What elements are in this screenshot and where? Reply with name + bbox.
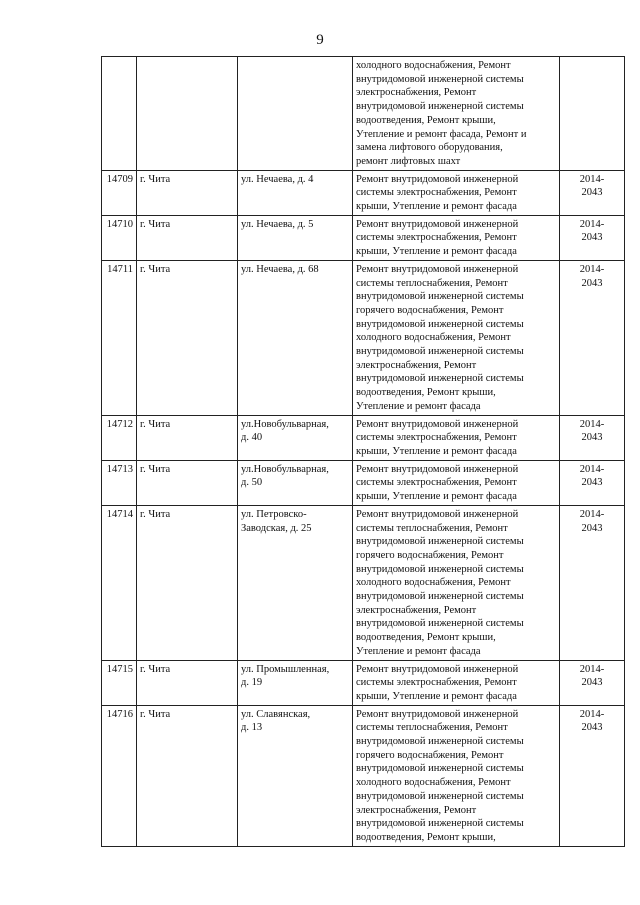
table-row	[102, 660, 625, 705]
works-cell: Ремонт внутридомовой инженерной системы теплоснабжения, Ремонт внутридомовой инженерной системы горячего водоснабжения, Ремонт внутридомовой инженерной системы холодного водоснабжения, Ремонт внутридомовой инженерной системы электроснабжения, Ремонт внутридомовой инженерной системы водоотведения, Ремонт крыши, Утепление и ремонт фасада	[353, 260, 560, 415]
row-number-cell: 14711	[102, 260, 137, 415]
table-row	[102, 170, 625, 215]
city-cell: г. Чита	[137, 660, 238, 705]
address-cell: ул.Новобульварная, д. 40	[238, 415, 353, 460]
address-cell: ул. Петровско- Заводская, д. 25	[238, 505, 353, 660]
table-row	[102, 705, 625, 846]
years-cell: 2014- 2043	[560, 660, 625, 705]
address-cell: ул. Нечаева, д. 4	[238, 170, 353, 215]
works-cell: Ремонт внутридомовой инженерной системы электроснабжения, Ремонт крыши, Утепление и ремонт фасада	[353, 215, 560, 260]
years-cell: 2014- 2043	[560, 460, 625, 505]
row-number-cell: 14714	[102, 505, 137, 660]
city-cell: г. Чита	[137, 505, 238, 660]
address-cell: ул.Новобульварная, д. 50	[238, 460, 353, 505]
table-row	[102, 460, 625, 505]
row-number-cell: 14715	[102, 660, 137, 705]
address-cell: ул. Славянская, д. 13	[238, 705, 353, 846]
table-row	[102, 215, 625, 260]
city-cell: г. Чита	[137, 705, 238, 846]
table-body	[102, 57, 625, 847]
works-cell: Ремонт внутридомовой инженерной системы электроснабжения, Ремонт крыши, Утепление и ремонт фасада	[353, 460, 560, 505]
row-number-cell: 14710	[102, 215, 137, 260]
address-cell	[238, 57, 353, 171]
row-number-cell: 14716	[102, 705, 137, 846]
row-number-cell: 14713	[102, 460, 137, 505]
years-cell: 2014- 2043	[560, 170, 625, 215]
works-cell: Ремонт внутридомовой инженерной системы теплоснабжения, Ремонт внутридомовой инженерной системы горячего водоснабжения, Ремонт внутридомовой инженерной системы холодного водоснабжения, Ремонт внутридомовой инженерной системы электроснабжения, Ремонт внутридомовой инженерной системы водоотведения, Ремонт крыши,	[353, 705, 560, 846]
address-cell: ул. Промышленная, д. 19	[238, 660, 353, 705]
works-cell: Ремонт внутридомовой инженерной системы электроснабжения, Ремонт крыши, Утепление и ремонт фасада	[353, 415, 560, 460]
table-row	[102, 260, 625, 415]
table-row	[102, 57, 625, 171]
works-cell: холодного водоснабжения, Ремонт внутридомовой инженерной системы электроснабжения, Ремонт внутридомовой инженерной системы водоотведения, Ремонт крыши, Утепление и ремонт фасада, Ремонт и замена лифтового оборудования, ремонт лифтовых шахт	[353, 57, 560, 171]
table-row	[102, 505, 625, 660]
works-cell: Ремонт внутридомовой инженерной системы электроснабжения, Ремонт крыши, Утепление и ремонт фасада	[353, 170, 560, 215]
years-cell: 2014- 2043	[560, 415, 625, 460]
table-row	[102, 415, 625, 460]
years-cell: 2014- 2043	[560, 215, 625, 260]
row-number-cell: 14709	[102, 170, 137, 215]
city-cell: г. Чита	[137, 460, 238, 505]
years-cell: 2014- 2043	[560, 705, 625, 846]
city-cell: г. Чита	[137, 170, 238, 215]
years-cell: 2014- 2043	[560, 260, 625, 415]
years-cell	[560, 57, 625, 171]
works-cell: Ремонт внутридомовой инженерной системы электроснабжения, Ремонт крыши, Утепление и ремонт фасада	[353, 660, 560, 705]
works-cell: Ремонт внутридомовой инженерной системы теплоснабжения, Ремонт внутридомовой инженерной системы горячего водоснабжения, Ремонт внутридомовой инженерной системы холодного водоснабжения, Ремонт внутридомовой инженерной системы электроснабжения, Ремонт внутридомовой инженерной системы водоотведения, Ремонт крыши, Утепление и ремонт фасада	[353, 505, 560, 660]
address-cell: ул. Нечаева, д. 68	[238, 260, 353, 415]
row-number-cell	[102, 57, 137, 171]
city-cell: г. Чита	[137, 260, 238, 415]
row-number-cell: 14712	[102, 415, 137, 460]
address-cell: ул. Нечаева, д. 5	[238, 215, 353, 260]
city-cell: г. Чита	[137, 215, 238, 260]
years-cell: 2014- 2043	[560, 505, 625, 660]
page-number: 9	[316, 32, 324, 48]
repair-schedule-table	[101, 56, 625, 847]
city-cell	[137, 57, 238, 171]
city-cell: г. Чита	[137, 415, 238, 460]
